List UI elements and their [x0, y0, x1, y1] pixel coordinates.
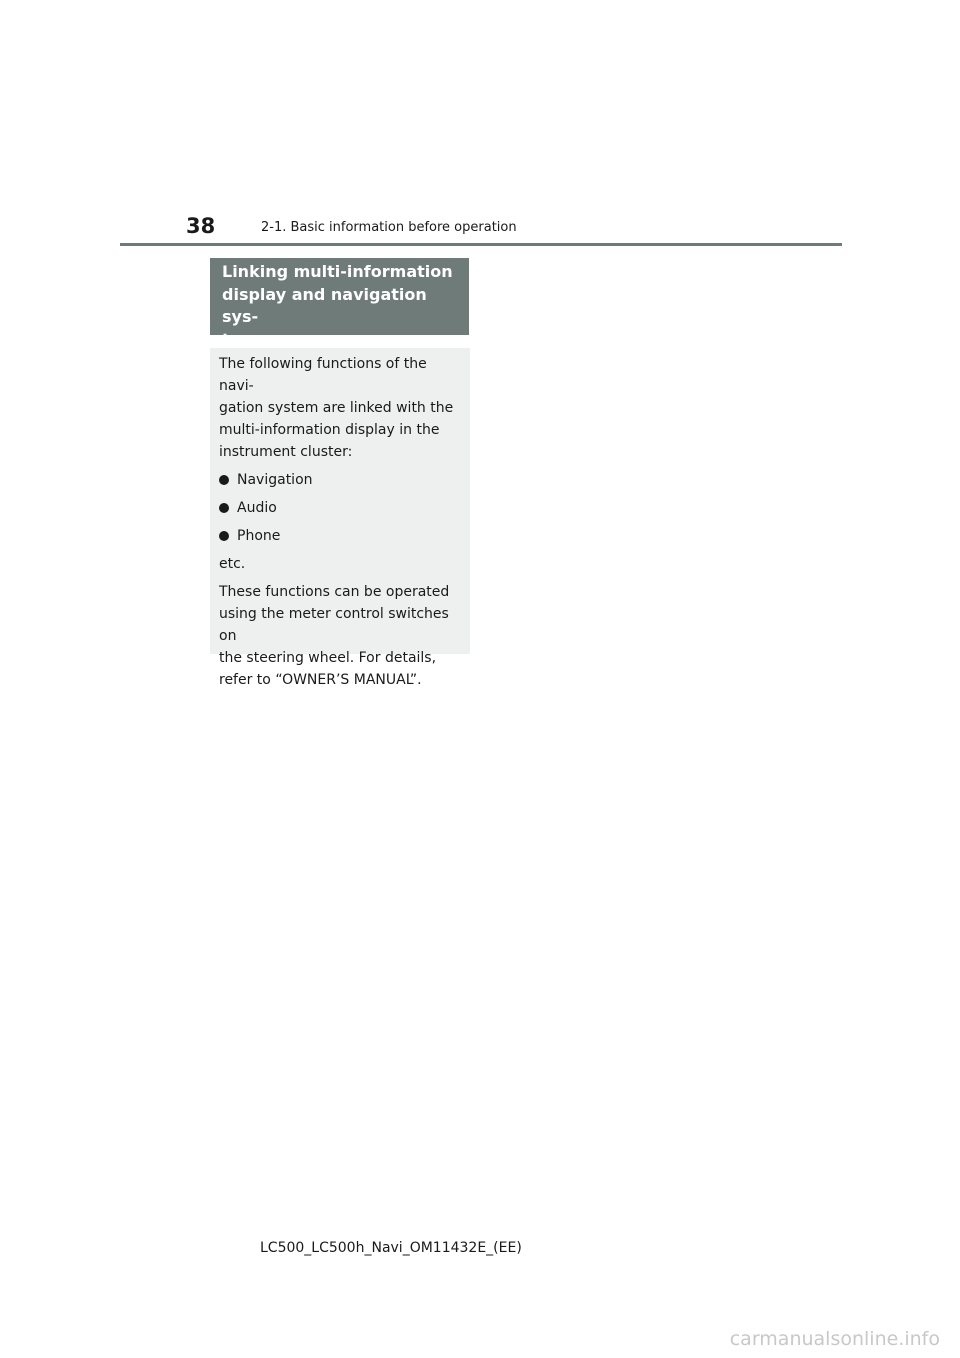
section-heading: Linking multi-information display and navigation sys- tem	[222, 262, 453, 349]
bullet-dot-icon	[219, 475, 229, 485]
intro-paragraph: The following functions of the navi- gation system are linked with the multi-information display in the instrument cluster:	[219, 356, 454, 460]
list-item-label: Navigation	[237, 472, 313, 488]
section-heading-box	[210, 258, 469, 349]
header-divider	[120, 243, 842, 246]
outro-paragraph: These functions can be operated using the meter control switches on the steering wheel. For details, refer to “OWNER’S MANUAL”.	[219, 584, 450, 688]
list-item	[219, 525, 462, 547]
etc-text: etc.	[219, 556, 246, 572]
watermark: carmanualsonline.info	[729, 1328, 940, 1350]
function-list	[219, 469, 462, 547]
list-item	[219, 469, 462, 491]
page-number: 38	[186, 214, 216, 238]
list-item	[219, 497, 462, 519]
bullet-dot-icon	[219, 503, 229, 513]
section-title: 2-1. Basic information before operation	[261, 220, 517, 235]
list-item-label: Audio	[237, 500, 277, 516]
document-code: LC500_LC500h_Navi_OM11432E_(EE)	[260, 1240, 522, 1256]
content-box	[210, 348, 470, 688]
bullet-dot-icon	[219, 531, 229, 541]
list-item-label: Phone	[237, 528, 281, 544]
